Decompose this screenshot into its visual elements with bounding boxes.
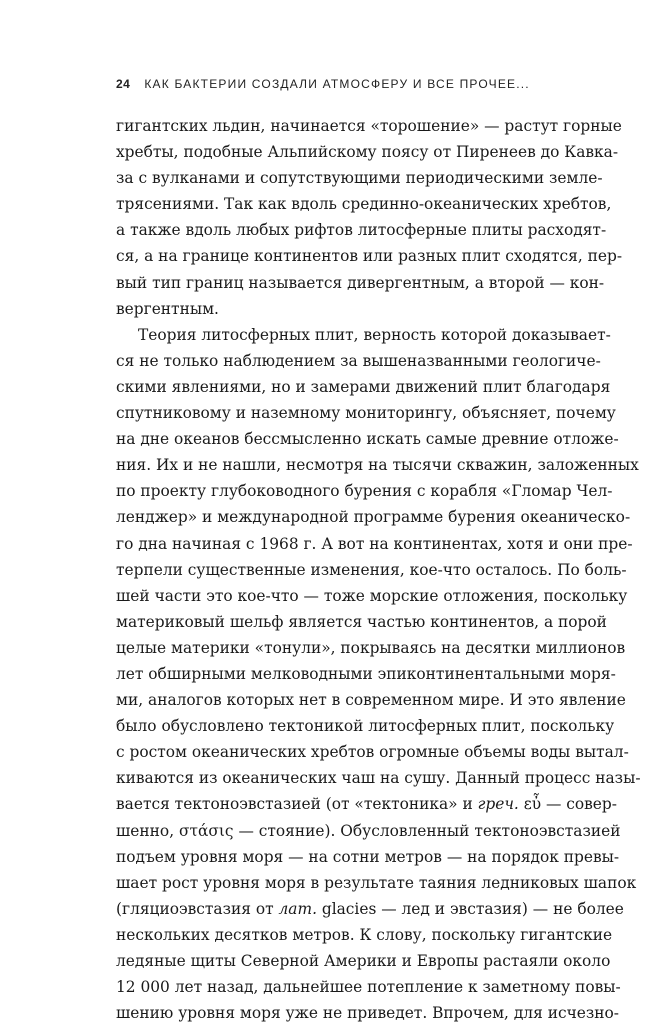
text-line: хребты, подобные Альпийскому поясу от Пиренеев до Кавка- (116, 143, 619, 162)
text-line: шенно, στάσις — стояние). Обусловленный тектоноэвстазией (116, 821, 621, 840)
text-line: ледяные щиты Северной Америки и Европы растаяли около (116, 952, 611, 970)
body-text (116, 113, 641, 1026)
italic-abbreviation: лат. (278, 899, 317, 918)
text-line: за с вулканами и сопутствующими периодическими земле- (116, 169, 603, 188)
text-line: го дна начиная с 1968 г. А вот на континентах, хотя и они пре- (116, 534, 633, 553)
text-line (116, 791, 617, 817)
text-line: нескольких десятков метров. К слову, поскольку гигантские (116, 925, 613, 944)
text-line: шению уровня моря уже не приведет. Впрочем, для исчезно- (116, 1004, 619, 1023)
text-line: на дне океанов бессмысленно искать самые древние отложе- (116, 430, 619, 449)
text-line: целые материки «тонули», покрываясь на десятки миллионов (116, 638, 626, 657)
text-line: ся не только наблюдением за вышеназванными геологиче- (116, 351, 601, 370)
running-head (116, 77, 530, 97)
running-title: КАК БАКТЕРИИ СОЗДАЛИ АТМОСФЕРУ И ВСЕ ПРОЧЕЕ... (144, 77, 530, 91)
italic-abbreviation: греч. (477, 795, 519, 814)
text-line: ся, а на границе континентов или разных плит сходятся, пер- (116, 247, 623, 266)
text-line: скими явлениями, но и замерами движений плит благодаря (116, 377, 611, 396)
text-line: ленджер» и международной программе бурения океаническо- (116, 508, 631, 527)
text-line: киваются из океанических чаш на сушу. Данный процесс назы- (116, 769, 641, 788)
text-run: εὖ — совер- (518, 795, 617, 814)
text-line: терпели существенные изменения, кое-что осталось. По боль- (116, 560, 627, 579)
paragraph-first-line: Теория литосферных плит, верность которой доказывает- (138, 325, 611, 344)
text-line: 12 000 лет назад, дальнейшее потепление к заметному повы- (116, 978, 621, 997)
text-line: ния. Их и не нашли, несмотря на тысячи скважин, заложенных (116, 456, 639, 475)
text-run: вается тектоноэвстазией (от «тектоника» и (116, 795, 478, 814)
text-line: шает рост уровня моря в результате таяния ледниковых шапок (116, 873, 637, 892)
text-line: шей части это кое-что — тоже морские отложения, поскольку (116, 586, 628, 605)
text-line: материковый шельф является частью континентов, а порой (116, 612, 607, 631)
text-line: ми, аналогов которых нет в современном мире. И это явление (116, 691, 626, 710)
page-number: 24 (116, 77, 131, 91)
text-line: а также вдоль любых рифтов литосферные плиты расходят- (116, 221, 607, 240)
text-line: по проекту глубоководного бурения с корабля «Гломар Чел- (116, 482, 613, 501)
text-run: (гляциоэвстазия от (116, 899, 279, 918)
text-line: лет обширными мелководными эпиконтинентальными моря- (116, 664, 616, 683)
text-line: с ростом океанических хребтов огромные объемы воды вытал- (116, 743, 629, 762)
text-line: вый тип границ называется дивергентным, а второй — кон- (116, 273, 605, 292)
text-line (116, 896, 624, 922)
text-line: было обусловлено тектоникой литосферных плит, поскольку (116, 717, 615, 736)
text-line: трясениями. Так как вдоль срединно-океанических хребтов, (116, 195, 612, 214)
text-line: гигантских льдин, начинается «торошение» — растут горные (116, 117, 622, 135)
text-run: glacies — лед и эвстазия) — не более (316, 899, 624, 918)
text-line: спутниковому и наземному мониторингу, объясняет, почему (116, 404, 616, 423)
paragraph-end-line: вергентным. (116, 299, 219, 318)
text-line: подъем уровня моря — на сотни метров — на порядок превы- (116, 847, 620, 866)
